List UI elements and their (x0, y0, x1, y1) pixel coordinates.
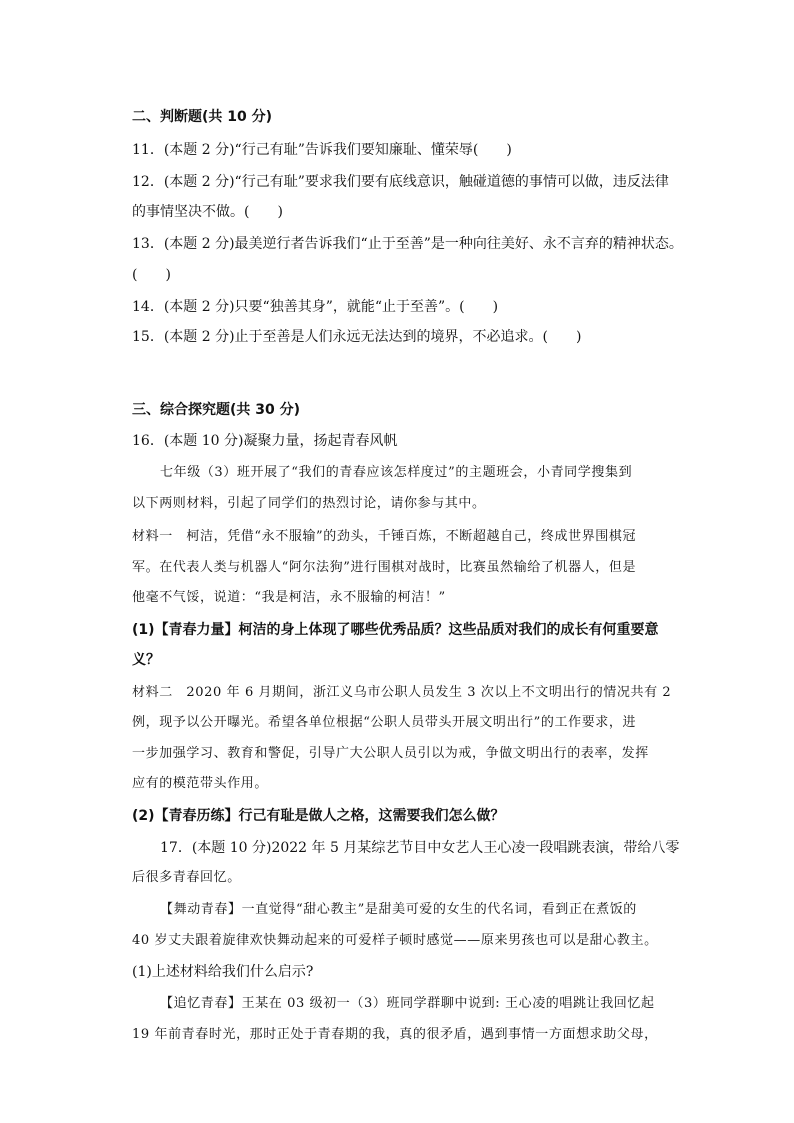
section-2-heading: 二、判断题(共 10 分) (132, 109, 273, 125)
question-13-line-2: ( ) (132, 267, 171, 283)
question-17-line-2: 后很多青春回忆。 (132, 870, 241, 885)
question-16-intro-line-1: 七年级（3）班开展了“我们的青春应该怎样度过”的主题班会，小青同学搜集到 (160, 465, 633, 480)
passage-1-line-2: 40 岁丈夫跟着旋律欢快舞动起来的可爱样子顿时感觉——原来男孩也可以是甜心教主。 (132, 933, 658, 948)
question-13-line-1: 13．(本题 2 分)最美逆行者告诉我们“止于至善”是一种向往美好、永不言弃的精神状态。 (132, 236, 683, 252)
question-16-1-line-1: (1)【青春力量】柯洁的身上体现了哪些优秀品质？这些品质对我们的成长有何重要意 (132, 622, 659, 638)
passage-1-line-1: 【舞动青春】一直觉得“甜心教主”是甜美可爱的女生的代名词，看到正在煮饭的 (160, 902, 637, 917)
question-14: 14．(本题 2 分)只要“独善其身”，就能“止于至善”。( ) (132, 299, 499, 315)
material-1-line-1: 材料一 柯洁，凭借“永不服输”的劲头，千锤百炼，不断超越自己，终成世界围棋冠 (132, 529, 637, 544)
material-1-line-2: 军。在代表人类与机器人“阿尔法狗”进行围棋对战时，比赛虽然输给了机器人，但是 (132, 560, 637, 575)
question-15: 15．(本题 2 分)止于至善是人们永远无法达到的境界，不必追求。( ) (132, 329, 582, 345)
question-11: 11．(本题 2 分)“行己有耻”告诉我们要知廉耻、懂荣辱( ) (132, 142, 512, 158)
material-2-line-3: 一步加强学习、教育和警促，引导广大公职人员引以为戒，争做文明出行的表率，发挥 (132, 746, 649, 761)
passage-2-line-2: 19 年前青春时光，那时正处于青春期的我，真的很矛盾，遇到事情一方面想求助父母， (132, 1027, 658, 1042)
question-17-1: (1)上述材料给我们什么启示? (132, 964, 314, 980)
material-2-line-4: 应有的模范带头作用。 (132, 776, 269, 791)
question-16-title: 16．(本题 10 分)凝聚力量，扬起青春风帆 (132, 433, 398, 449)
question-16-intro-line-2: 以下两则材料，引起了同学们的热烈讨论，请你参与其中。 (132, 496, 486, 511)
question-12-line-2: 的事情坚决不做。( ) (132, 204, 283, 220)
material-2-line-1: 材料二 2020 年 6 月期间，浙江义乌市公职人员发生 3 次以上不文明出行的情况共有 2 (132, 685, 672, 700)
question-16-1-line-2: 义？ (132, 652, 160, 668)
question-17-line-1: 17．(本题 10 分)2022 年 5 月某综艺节目中女艺人王心凌一段唱跳表演，带给八零 (160, 840, 680, 856)
passage-2-line-1: 【追忆青春】王某在 03 级初一（3）班同学群聊中说到: 王心凌的唱跳让我回忆起 (160, 996, 655, 1011)
section-3-heading: 三、综合探究题(共 30 分) (132, 402, 301, 418)
material-2-line-2: 例，现予以公开曝光。希望各单位根据“公职人员带头开展文明出行”的工作要求，进 (132, 715, 637, 730)
question-16-2: (2)【青春历练】行己有耻是做人之格，这需要我们怎么做？ (132, 808, 505, 824)
question-12-line-1: 12．(本题 2 分)“行己有耻”要求我们要有底线意识，触碰道德的事情可以做，违反法律 (132, 174, 669, 190)
material-1-line-3: 他毫不气馁，说道：“我是柯洁，永不服输的柯洁！” (132, 590, 446, 605)
